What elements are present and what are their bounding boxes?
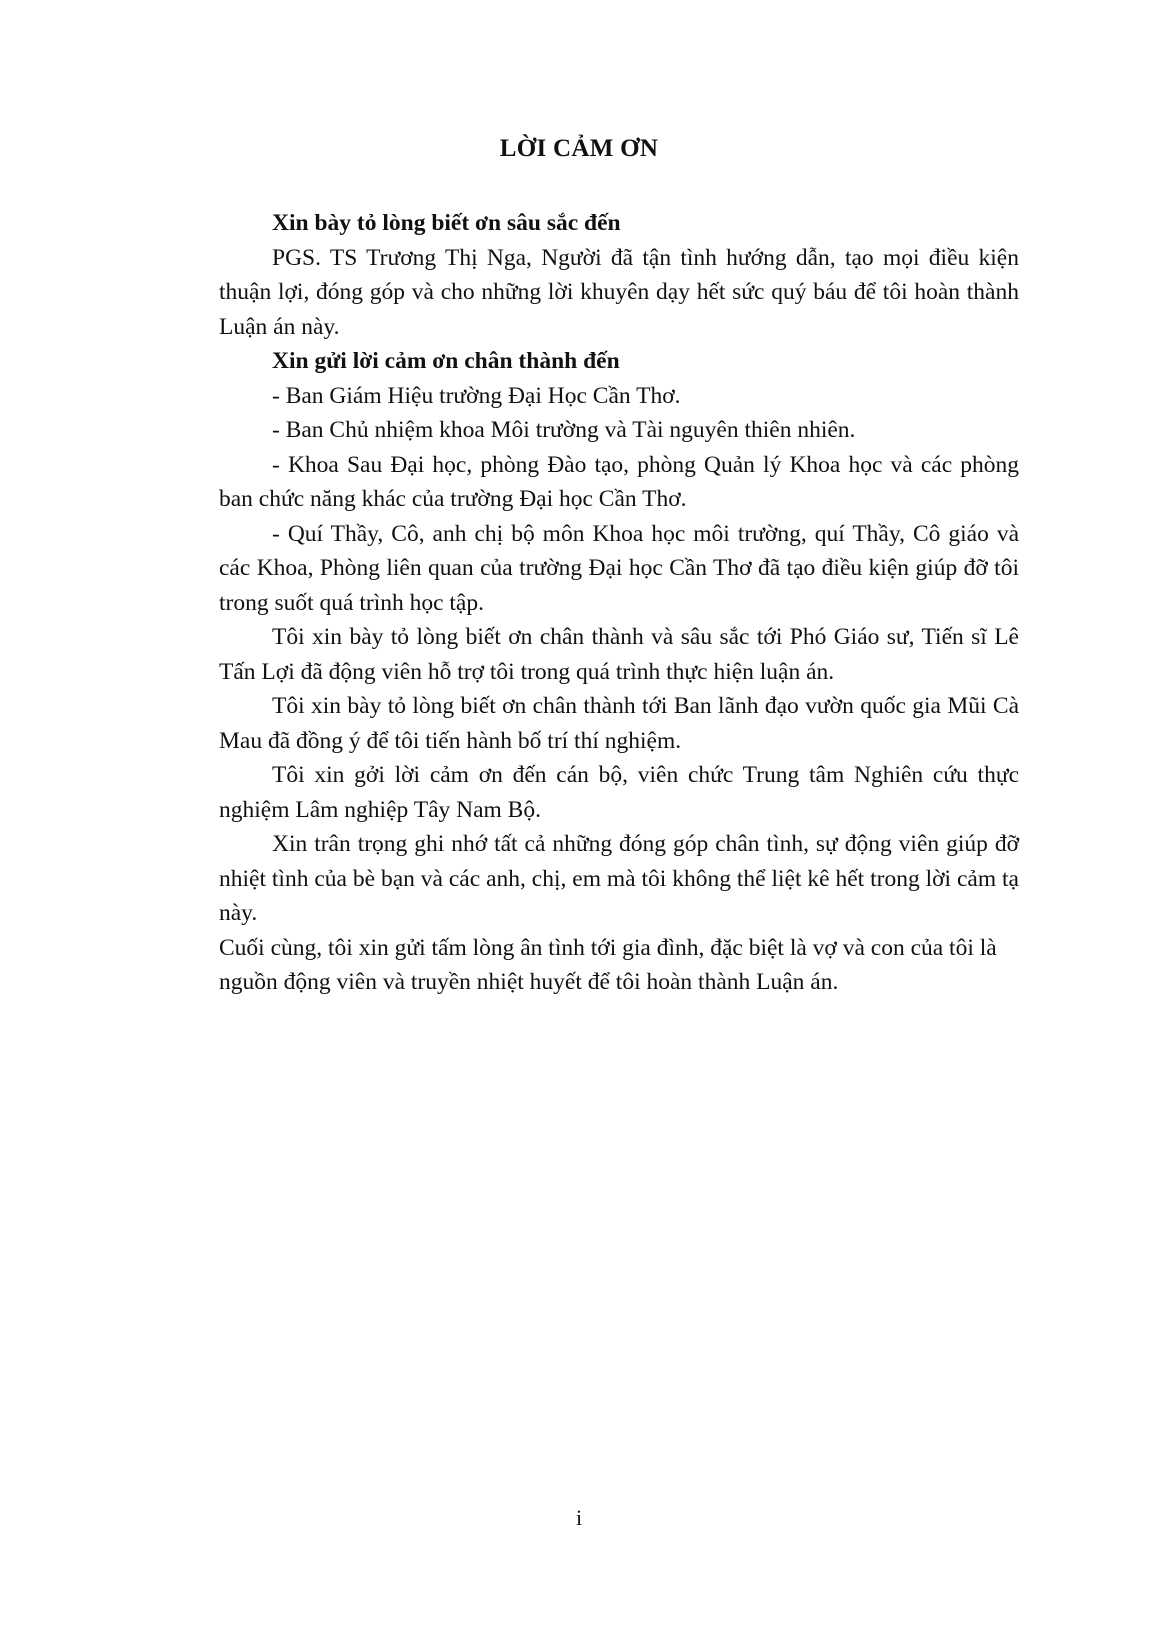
document-body bbox=[219, 206, 1019, 1000]
list-item: - Quí Thầy, Cô, anh chị bộ môn Khoa học môi trường, quí Thầy, Cô giáo và các Khoa, Phòng liên quan của trường Đại học Cần Thơ đã tạo điều kiện giúp đỡ tôi trong suốt quá trình học tập. bbox=[219, 520, 1019, 616]
paragraph: Xin trân trọng ghi nhớ tất cả những đóng góp chân tình, sự động viên giúp đỡ nhiệt tình của bè bạn và các anh, chị, em mà tôi không thể liệt kê hết trong lời cảm tạ này. bbox=[219, 831, 1019, 926]
heading-gratitude: Xin bày tỏ lòng biết ơn sâu sắc đến bbox=[272, 210, 621, 236]
paragraph: Tôi xin gởi lời cảm ơn đến cán bộ, viên chức Trung tâm Nghiên cứu thực nghiệm Lâm nghiệp Tây Nam Bộ. bbox=[219, 762, 1019, 823]
list-item: - Ban Chủ nhiệm khoa Môi trường và Tài nguyên thiên nhiên. bbox=[272, 417, 856, 443]
advisor-paragraph: PGS. TS Trương Thị Nga, Người đã tận tình hướng dẫn, tạo mọi điều kiện thuận lợi, đóng góp và cho những lời khuyên dạy hết sức quý báu để tôi hoàn thành Luận án này. bbox=[219, 244, 1019, 340]
paragraph: Tôi xin bày tỏ lòng biết ơn chân thành và sâu sắc tới Phó Giáo sư, Tiến sĩ Lê Tấn Lợi đã động viên hỗ trợ tôi trong quá trình thực hiện luận án. bbox=[219, 624, 1019, 685]
heading-thanks: Xin gửi lời cảm ơn chân thành đến bbox=[272, 348, 620, 374]
page-title: LỜI CẢM ƠN bbox=[499, 135, 659, 162]
paragraph: Tôi xin bày tỏ lòng biết ơn chân thành tới Ban lãnh đạo vườn quốc gia Mũi Cà Mau đã đồng ý để tôi tiến hành bố trí thí nghiệm. bbox=[219, 693, 1019, 754]
closing-paragraph: Cuối cùng, tôi xin gửi tấm lòng ân tình tới gia đình, đặc biệt là vợ và con của tôi là nguồn động viên và truyền nhiệt huyết để tôi hoàn thành Luận án. bbox=[219, 934, 997, 995]
list-item: - Khoa Sau Đại học, phòng Đào tạo, phòng Quản lý Khoa học và các phòng ban chức năng khác của trường Đại học Cần Thơ. bbox=[219, 451, 1019, 512]
page-number: i bbox=[575, 1505, 583, 1530]
list-item: - Ban Giám Hiệu trường Đại Học Cần Thơ. bbox=[272, 382, 681, 409]
